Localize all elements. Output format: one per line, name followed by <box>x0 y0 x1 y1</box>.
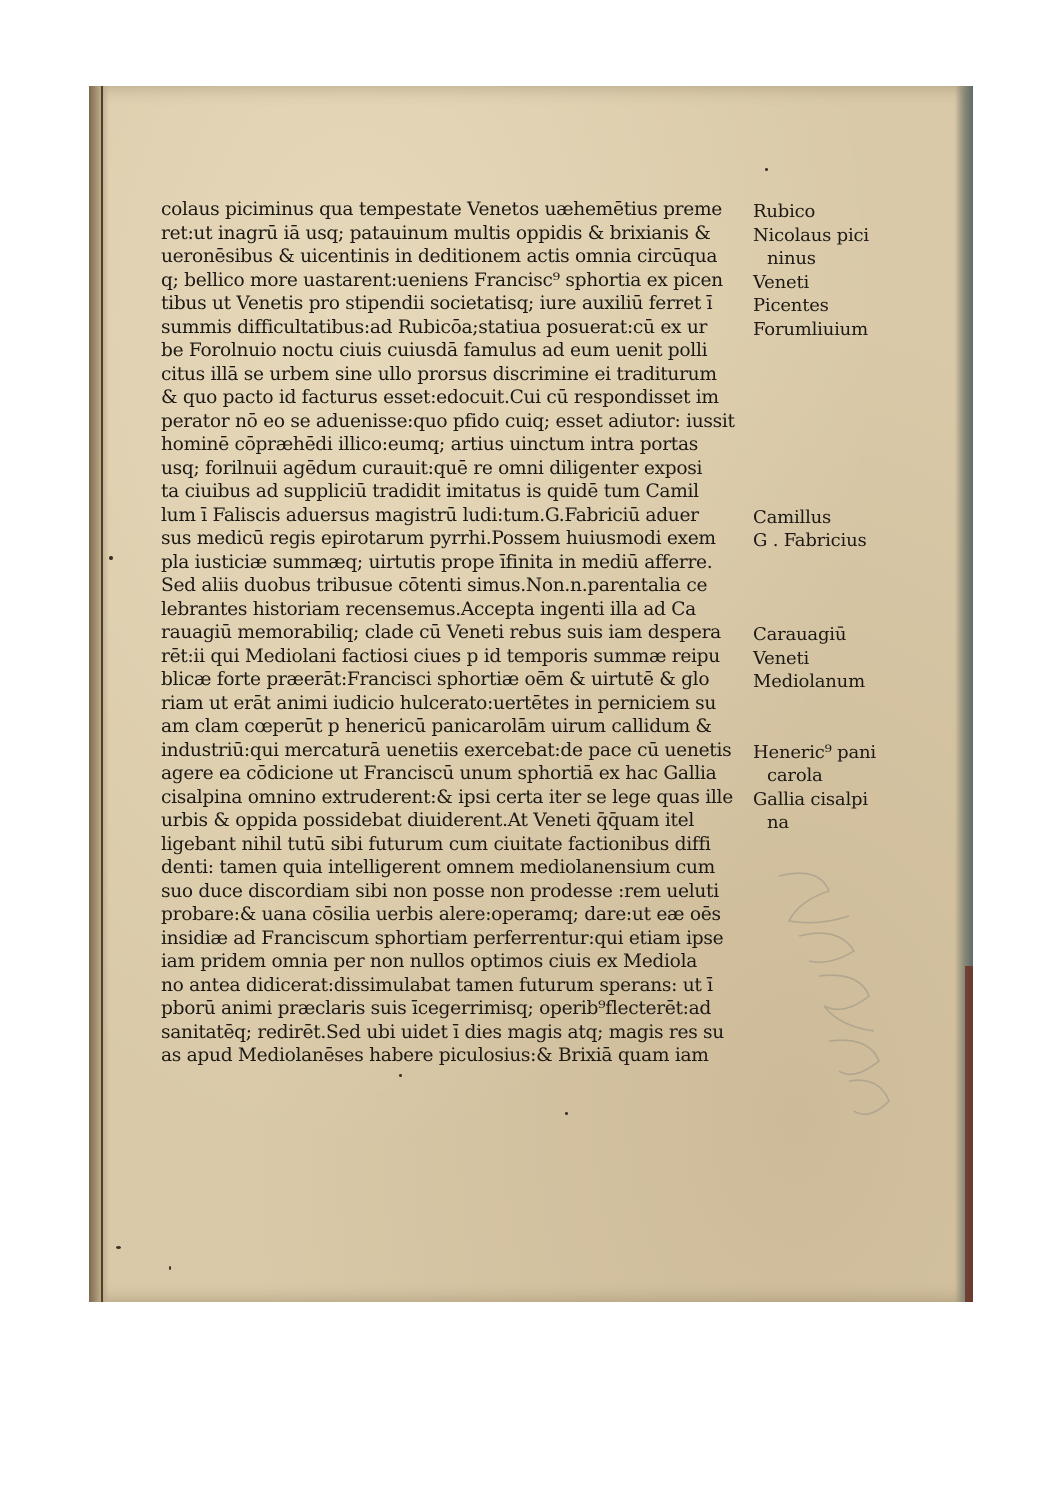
margin-note: Gallia cisalpi <box>753 788 868 810</box>
margin-note: Carauagiū <box>753 624 847 645</box>
ink-speck <box>116 1246 121 1249</box>
text-line: cisalpina omnino extruderent:& ipsi certa iter se lege quas ille <box>161 786 733 808</box>
binding-edge <box>965 966 973 1302</box>
ink-speck <box>399 1074 402 1077</box>
text-line: ligebant nihil tutū sibi futurum cum ciuitate factionibus diffi <box>161 833 711 855</box>
ink-speck <box>765 168 768 171</box>
margin-note: Camillus <box>753 506 832 528</box>
text-line: iam pridem omnia per non nullos optimos ciuis ex Mediola <box>161 951 698 972</box>
page-scan <box>89 86 973 1302</box>
ink-speck <box>169 1266 171 1270</box>
text-line: rauagiū memorabiliq; clade cū Veneti rebus suis iam despera <box>161 622 721 643</box>
text-line: am clam cœperūt p henericū panicarolām uirum callidum & <box>161 716 712 737</box>
text-line: suo duce discordiam sibi non posse non prodesse :rem ueluti <box>161 880 719 902</box>
text-line: perator nō eo se aduenisse:quo pfido cuiq; esset adiutor: iussit <box>161 410 735 432</box>
stamp-watermark <box>759 866 909 1126</box>
book-gutter <box>89 86 109 1302</box>
text-line: lebrantes historiam recensemus.Accepta ingenti illa ad Ca <box>161 598 696 620</box>
text-line: sanitatēq; redirēt.Sed ubi uidet ī dies magis atq; magis res su <box>161 1021 724 1043</box>
margin-note: carola <box>767 765 823 786</box>
text-line: probare:& uana cōsilia uerbis alere:operamq; dare:ut eæ oēs <box>161 904 721 925</box>
text-line: usq; forilnuii agēdum curauit:quē re omni diligenter exposi <box>161 457 703 479</box>
text-line: riam ut erāt animi iudicio hulcerato:uertētes in perniciem su <box>161 692 717 714</box>
text-line: be Forolnuio noctu ciuis cuiusdā famulus ad eum uenit polli <box>161 340 708 361</box>
text-line: denti: tamen quia intelligerent omnem mediolanensium cum <box>161 857 716 878</box>
text-line: rēt:ii qui Mediolani factiosi ciues p id temporis summæ reipu <box>161 645 720 667</box>
margin-note: G . Fabricius <box>753 530 867 551</box>
text-line: lum ī Faliscis aduersus magistrū ludi:tum.G.Fabriciū aduer <box>161 504 699 526</box>
text-line: & quo pacto id facturus esset:edocuit.Cui cū respondisset im <box>161 387 719 408</box>
text-line: pla iusticiæ summæq; uirtutis prope īfinita in mediū afferre. <box>161 551 713 573</box>
text-line: summis difficultatibus:ad Rubicōa;statiua posuerat:cū ex ur <box>161 316 708 338</box>
margin-note: ninus <box>767 248 816 269</box>
text-line: as apud Mediolanēses habere piculosius:& Brixiā quam iam <box>161 1045 709 1066</box>
main-text-block <box>161 198 761 1068</box>
text-line: hominē cōpræhēdi illico:eumq; artius uinctum intra portas <box>161 434 698 455</box>
text-line: ta ciuibus ad suppliciū tradidit imitatus is quidē tum Camil <box>161 481 699 502</box>
margin-note: Heneric⁹ pani <box>753 741 876 763</box>
margin-note: Rubico <box>753 201 816 222</box>
text-line: Sed aliis duobus tribusue cōtenti simus.Non.n.parentalia ce <box>161 575 708 596</box>
margin-note: Mediolanum <box>753 671 865 692</box>
text-line: sus medicū regis epirotarum pyrrhi.Possem huiusmodi exem <box>161 528 716 549</box>
text-line: colaus piciminus qua tempestate Venetos uæhemētius preme <box>161 199 722 220</box>
text-line: industriū:qui mercaturā uenetiis exercebat:de pace cū uenetis <box>161 739 732 761</box>
margin-note: Veneti <box>753 647 810 669</box>
text-line: no antea didicerat:dissimulabat tamen futurum sperans: ut ī <box>161 974 713 996</box>
text-line: insidiæ ad Franciscum sphortiam perferrentur:qui etiam ipse <box>161 927 724 949</box>
text-line: agere ea cōdicione ut Franciscū unum sphortiā ex hac Gallia <box>161 763 717 784</box>
margin-note: Picentes <box>753 295 829 316</box>
margin-note: na <box>767 812 789 833</box>
text-line: ueronēsibus & uicentinis in deditionem actis omnia circūqua <box>161 246 718 267</box>
text-line: citus illā se urbem sine ullo prorsus discrimine ei traditurum <box>161 363 717 385</box>
margin-note: Veneti <box>753 271 810 293</box>
text-line: q; bellico more uastarent:ueniens Francisc⁹ sphortia ex picen <box>161 269 723 291</box>
margin-note: Forumliuium <box>753 318 868 340</box>
text-line: tibus ut Venetis pro stipendii societatisq; iure auxiliū ferret ī <box>161 293 713 314</box>
margin-note: Nicolaus pici <box>753 224 869 246</box>
ink-speck <box>565 1112 568 1115</box>
ink-speck <box>109 556 113 560</box>
text-line: urbis & oppida possidebat diuiderent.At Veneti q̄q̄uam itel <box>161 810 694 831</box>
text-line: blicæ forte præerāt:Francisci sphortiæ oēm & uirtutē & glo <box>161 669 710 690</box>
text-line: ret:ut inagrū iā usq; patauinum multis oppidis & brixianis & <box>161 222 711 244</box>
text-line: pborū animi præclaris suis īcegerrimisq; operib⁹flecterēt:ad <box>161 998 712 1019</box>
